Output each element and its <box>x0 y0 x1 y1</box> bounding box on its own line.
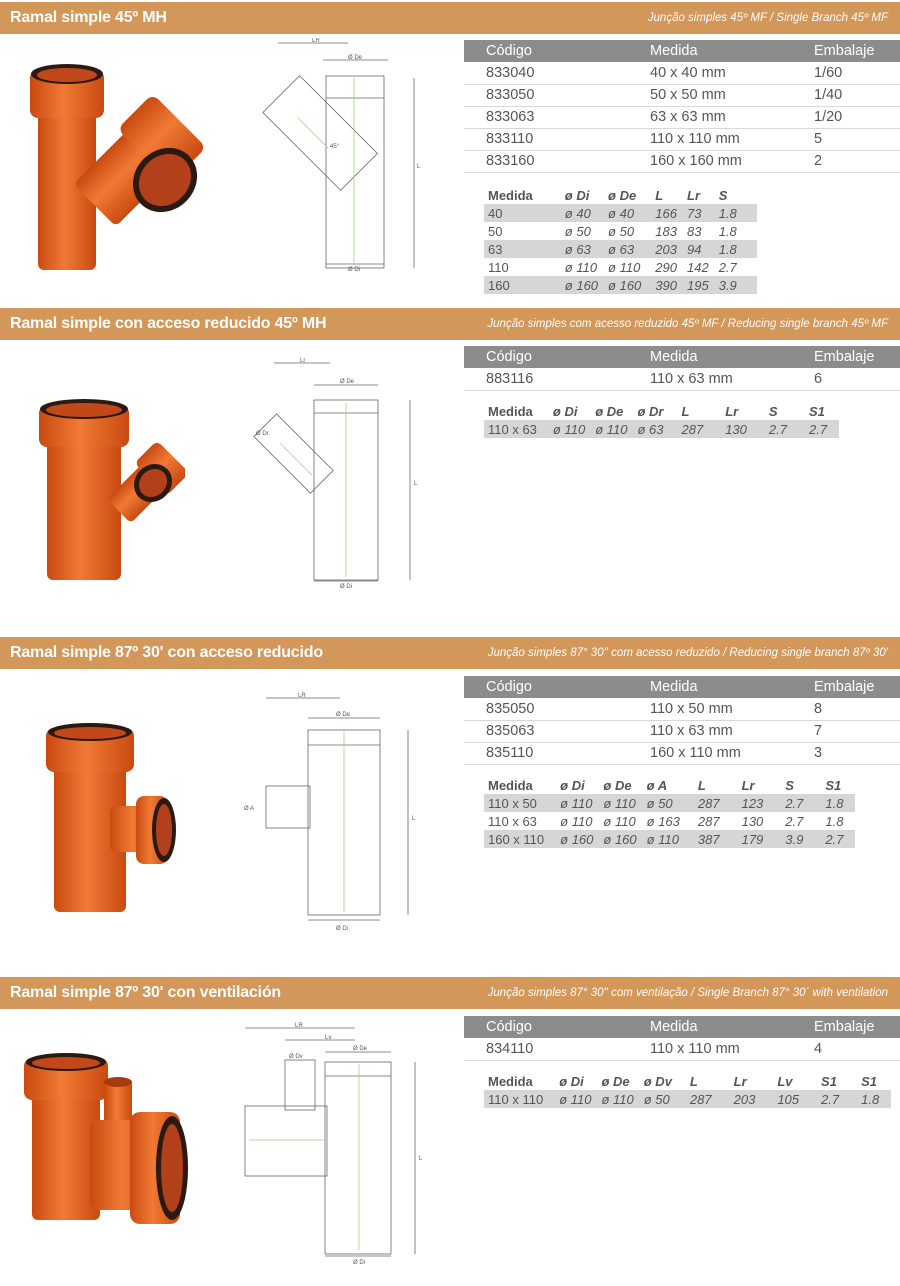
cell: ø 110 <box>608 259 641 275</box>
col-medida: Medida <box>650 40 814 62</box>
cell: 142 <box>687 259 709 275</box>
cell: 94 <box>683 240 715 258</box>
cell: ø 50 <box>564 223 591 239</box>
section-title: Ramal simple 87º 30' con ventilación <box>10 984 282 1001</box>
cell: 110 x 50 <box>484 794 550 812</box>
cell: 1/60 <box>814 62 900 84</box>
drawing-label-l: L <box>417 164 421 170</box>
cell: ø 110 <box>560 813 593 829</box>
col-header: ø Di <box>564 187 590 203</box>
cell: 160 x 160 mm <box>650 150 814 172</box>
cell: 883116 <box>464 368 650 390</box>
cell: ø 110 <box>643 830 686 848</box>
cell: 160 x 110 mm <box>650 742 814 764</box>
cell: 833050 <box>464 84 650 106</box>
section-subtitle: Junção simples com acesso reduzido 45º MF / Reducing single branch 45º MF <box>487 318 888 330</box>
cell: 110 x 50 mm <box>650 698 814 720</box>
product-photo-reducing-87 <box>40 720 180 920</box>
table-row <box>484 812 855 830</box>
col-header: S1 <box>861 1073 878 1089</box>
drawing-label-l: L <box>414 481 418 487</box>
dims-table-1 <box>484 186 757 294</box>
table-row <box>464 84 900 106</box>
cell: 1.8 <box>809 794 855 812</box>
cell: 130 <box>709 420 753 438</box>
cell: 287 <box>670 420 710 438</box>
cell: 835063 <box>464 720 650 742</box>
cell: ø 40 <box>604 204 647 222</box>
drawing-label-l: L <box>412 816 416 822</box>
cell: 833110 <box>464 128 650 150</box>
drawing-label-a: Ø A <box>244 806 255 812</box>
cell: 130 <box>741 813 764 829</box>
table-row <box>464 128 900 150</box>
table-row <box>484 276 757 294</box>
col-header: Lr <box>687 187 700 203</box>
dims-table-4 <box>484 1072 891 1108</box>
codes-table-header <box>464 40 900 62</box>
codes-table-2 <box>464 346 900 391</box>
table-row <box>484 258 757 276</box>
cell: 833063 <box>464 106 650 128</box>
col-header: S1 <box>821 1073 837 1089</box>
cell: ø 63 <box>633 420 669 438</box>
dims-table-2 <box>484 402 839 438</box>
col-header: S <box>768 403 778 419</box>
cell: 8 <box>814 698 900 720</box>
section-header-2 <box>0 308 900 340</box>
cell: 835110 <box>464 742 650 764</box>
col-codigo: Código <box>464 346 650 368</box>
cell: 2.7 <box>785 813 804 829</box>
col-header: S <box>785 777 794 793</box>
col-header: ø Dr <box>637 403 664 419</box>
cell: 195 <box>683 276 715 294</box>
drawing-label-angle: 45° <box>330 144 340 150</box>
cell: 390 <box>647 276 683 294</box>
section-subtitle: Junção simples 87° 30'' com ventilação / Single Branch 87° 30´ with ventilation <box>487 987 888 999</box>
table-row <box>464 742 900 764</box>
cell: 50 <box>488 223 503 239</box>
cell: 3.9 <box>769 830 809 848</box>
cell: 287 <box>678 1090 718 1108</box>
col-medida: Medida <box>650 346 814 368</box>
table-row <box>464 368 900 390</box>
drawing-label-lr: Lr <box>300 358 306 364</box>
cell: ø 110 <box>549 1090 597 1108</box>
codes-table-3 <box>464 676 900 765</box>
table-row <box>484 204 757 222</box>
col-header: ø Di <box>559 1073 584 1089</box>
cell: 2 <box>814 150 900 172</box>
table-row <box>484 794 855 812</box>
col-header: Lr <box>741 777 755 793</box>
drawing-label-di: Ø Di <box>353 1260 365 1266</box>
cell: 287 <box>697 813 720 829</box>
cell: 287 <box>686 794 726 812</box>
cell: 5 <box>814 128 900 150</box>
col-header: L <box>689 1073 698 1089</box>
col-embalaje: Embalaje <box>814 346 900 368</box>
cell: ø 50 <box>608 223 635 239</box>
section-header-3 <box>0 637 900 669</box>
cell: 40 <box>484 204 539 222</box>
technical-drawing-reducing-45 <box>240 355 450 595</box>
drawing-label-lr: LR <box>312 38 320 44</box>
cell: 203 <box>718 1090 762 1108</box>
drawing-label-lr: LR <box>298 693 306 699</box>
col-codigo: Código <box>464 1016 650 1038</box>
table-row <box>464 1038 900 1060</box>
col-header: Medida <box>488 777 533 793</box>
dims-table-header <box>484 186 757 204</box>
section-subtitle: Junção simples 45º MF / Single Branch 45º MF <box>647 12 888 24</box>
codes-table-header <box>464 1016 900 1038</box>
table-row <box>484 222 757 240</box>
section-header-4 <box>0 977 900 1009</box>
col-header: L <box>697 777 706 793</box>
cell: 834110 <box>464 1038 650 1060</box>
product-photo-ventilation-87 <box>20 1050 195 1230</box>
cell: ø 163 <box>646 813 680 829</box>
cell: ø 63 <box>604 240 647 258</box>
product-photo-branch-45 <box>20 50 210 280</box>
cell: 387 <box>686 830 726 848</box>
cell: 110 x 63 mm <box>650 720 814 742</box>
cell: 110 x 110 mm <box>650 1038 814 1060</box>
technical-drawing-reducing-87 <box>240 690 450 940</box>
cell: 3.9 <box>715 276 758 294</box>
cell: ø 110 <box>550 794 599 812</box>
drawing-label-di: Ø Di <box>340 584 352 590</box>
drawing-label-lv: Lv <box>325 1035 332 1041</box>
col-header: Medida <box>488 1073 533 1089</box>
col-header: Lr <box>725 403 739 419</box>
cell: 833160 <box>464 150 650 172</box>
col-header: Lv <box>777 1073 793 1089</box>
cell: 110 x 63 <box>484 420 543 438</box>
table-row <box>484 830 855 848</box>
drawing-label-di: Ø Di <box>336 926 348 932</box>
cell: 1/20 <box>814 106 900 128</box>
cell: 123 <box>726 794 770 812</box>
cell: 63 x 63 mm <box>650 106 814 128</box>
drawing-label-de: Ø De <box>336 712 351 718</box>
table-row <box>484 240 757 258</box>
cell: 110 x 63 <box>488 813 537 829</box>
dims-table-header <box>484 1072 891 1090</box>
col-embalaje: Embalaje <box>814 676 900 698</box>
cell: 179 <box>726 830 770 848</box>
codes-table-4 <box>464 1016 900 1061</box>
cell: ø 110 <box>543 420 591 438</box>
col-header: ø Di <box>560 777 585 793</box>
section-title: Ramal simple 45º MH <box>10 9 167 26</box>
cell: 40 x 40 mm <box>650 62 814 84</box>
table-row <box>484 420 839 438</box>
cell: 166 <box>647 204 683 222</box>
col-header: Lr <box>733 1073 747 1089</box>
drawing-label-de: Ø De <box>348 55 363 61</box>
dims-table-header <box>484 776 855 794</box>
drawing-label-lr: LR <box>295 1023 303 1029</box>
cell: ø 160 <box>550 830 599 848</box>
cell: 160 x 110 <box>484 830 550 848</box>
col-embalaje: Embalaje <box>814 40 900 62</box>
section-title: Ramal simple con acceso reducido 45º MH <box>10 315 327 332</box>
cell: 7 <box>814 720 900 742</box>
cell: 290 <box>655 259 677 275</box>
cell: ø 160 <box>599 830 642 848</box>
drawing-label-dv: Ø Dv <box>289 1054 303 1060</box>
technical-drawing-ventilation-87 <box>225 1020 450 1270</box>
cell: ø 50 <box>643 794 686 812</box>
cell: 110 <box>488 259 509 275</box>
cell: 63 <box>484 240 539 258</box>
col-header: ø De <box>595 403 624 419</box>
col-header: ø A <box>646 777 668 793</box>
table-row <box>464 106 900 128</box>
drawing-label-dr: Ø Dr <box>256 431 269 437</box>
table-row <box>484 1090 891 1108</box>
col-medida: Medida <box>650 1016 814 1038</box>
codes-table-header <box>464 346 900 368</box>
col-header: ø Dv <box>643 1073 672 1089</box>
cell: 833040 <box>464 62 650 84</box>
cell: ø 50 <box>640 1090 678 1108</box>
cell: 2.7 <box>805 1090 845 1108</box>
section-header-1 <box>0 2 900 34</box>
section-title: Ramal simple 87º 30' con acceso reducido <box>10 644 323 661</box>
cell: ø 160 <box>604 276 647 294</box>
cell: ø 110 <box>597 1090 639 1108</box>
cell: 6 <box>814 368 900 390</box>
cell: 4 <box>814 1038 900 1060</box>
cell: 2.7 <box>793 420 839 438</box>
cell: 110 x 110 mm <box>650 128 814 150</box>
cell: 2.7 <box>718 259 737 275</box>
table-row <box>464 150 900 172</box>
cell: 1.8 <box>825 813 844 829</box>
cell: ø 160 <box>539 276 604 294</box>
col-header: L <box>681 403 690 419</box>
col-header: L <box>655 187 664 203</box>
cell: 160 <box>484 276 539 294</box>
cell: ø 110 <box>599 794 642 812</box>
col-medida: Medida <box>650 676 814 698</box>
cell: 1.8 <box>715 240 758 258</box>
product-photo-reducing-45 <box>25 395 185 590</box>
col-header: S1 <box>825 777 842 793</box>
col-header: Medida <box>488 187 533 203</box>
col-header: ø De <box>601 1073 630 1089</box>
col-header: ø De <box>603 777 632 793</box>
cell: ø 63 <box>539 240 604 258</box>
cell: 83 <box>687 223 702 239</box>
drawing-label-de: Ø De <box>353 1046 368 1052</box>
col-header: S <box>718 187 728 203</box>
col-header: ø Di <box>552 403 578 419</box>
cell: 105 <box>761 1090 805 1108</box>
cell: 2.7 <box>753 420 793 438</box>
col-header: Medida <box>488 403 533 419</box>
section-subtitle: Junção simples 87° 30'' com acesso reduzido / Reducing single branch 87º 30' <box>487 647 888 659</box>
dims-table-header <box>484 402 839 420</box>
cell: 50 x 50 mm <box>650 84 814 106</box>
cell: ø 110 <box>603 813 636 829</box>
table-row <box>464 720 900 742</box>
col-codigo: Código <box>464 40 650 62</box>
dims-table-3 <box>484 776 855 848</box>
cell: 2.7 <box>809 830 855 848</box>
cell: 3 <box>814 742 900 764</box>
cell: 73 <box>683 204 715 222</box>
table-row <box>464 62 900 84</box>
cell: 203 <box>647 240 683 258</box>
cell: 835050 <box>464 698 650 720</box>
cell: ø 40 <box>539 204 604 222</box>
drawing-label-di: Ø Di <box>348 267 360 273</box>
drawing-label-de: Ø De <box>340 379 355 385</box>
cell: 2.7 <box>769 794 809 812</box>
cell: ø 110 <box>564 259 598 275</box>
codes-table-header <box>464 676 900 698</box>
cell: 1.8 <box>845 1090 891 1108</box>
cell: 183 <box>655 223 677 239</box>
table-row <box>464 698 900 720</box>
col-header: ø De <box>608 187 637 203</box>
col-codigo: Código <box>464 676 650 698</box>
codes-table-1 <box>464 40 900 173</box>
cell: 1/40 <box>814 84 900 106</box>
technical-drawing-branch-45 <box>238 38 448 278</box>
cell: 1.8 <box>718 223 737 239</box>
col-header: S1 <box>808 403 825 419</box>
drawing-label-l: L <box>419 1156 423 1162</box>
cell: 110 x 110 <box>484 1090 549 1108</box>
cell: ø 110 <box>591 420 633 438</box>
col-embalaje: Embalaje <box>814 1016 900 1038</box>
cell: 1.8 <box>715 204 758 222</box>
cell: 110 x 63 mm <box>650 368 814 390</box>
